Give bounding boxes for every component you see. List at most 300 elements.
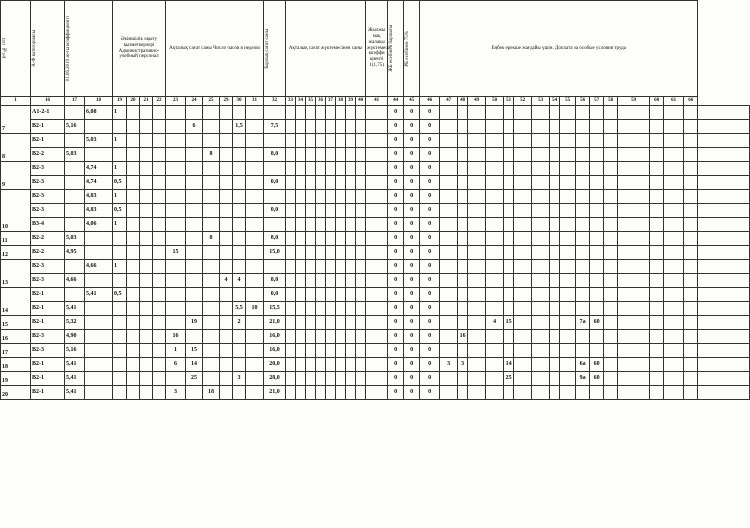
cell-_ [550, 190, 560, 204]
cell-z1: 0 [404, 386, 420, 400]
cell-g59: 6 [186, 120, 203, 134]
cell-c14 [458, 302, 468, 316]
cell-z2: 0 [420, 288, 440, 302]
cell-klp: 60 [590, 316, 604, 330]
cell-_ [684, 218, 698, 232]
cell-_ [127, 344, 140, 358]
cell-z1: 0 [404, 162, 420, 176]
cell-h1011 [246, 372, 264, 386]
table-row [1, 302, 750, 316]
cell-_ [356, 302, 366, 316]
cell-_ [514, 176, 532, 190]
cell-c14p [440, 106, 458, 120]
cell-ch59 [504, 218, 514, 232]
cell-_ [140, 120, 153, 134]
cell-_ [560, 204, 576, 218]
cell-z1: 0 [404, 134, 420, 148]
cell-_ [140, 372, 153, 386]
cell-klp [590, 274, 604, 288]
cell-z1: 0 [404, 246, 420, 260]
cell-ch59p [486, 246, 504, 260]
cell-_ [514, 204, 532, 218]
header-rn: р/с.№ п/п [1, 1, 31, 97]
cell-klp [590, 330, 604, 344]
cell-g14 [166, 302, 186, 316]
header-rb: РБ есебінен 75% [404, 1, 420, 97]
cell-shtat [113, 120, 127, 134]
cell-tot: 8,0 [264, 274, 286, 288]
cell-_ [286, 372, 296, 386]
cell-ch59p: 4 [486, 316, 504, 330]
cell-tot: 16,0 [264, 344, 286, 358]
cell-ch59 [504, 120, 514, 134]
cell-_ [127, 260, 140, 274]
cell-g1011: 8 [203, 148, 220, 162]
cell-_ [356, 386, 366, 400]
cell-shtat [113, 148, 127, 162]
cell-_ [336, 316, 346, 330]
cell-_ [336, 120, 346, 134]
cell-_ [550, 120, 560, 134]
cell-cat: В3-4 [31, 218, 65, 232]
cell-h14 [220, 372, 233, 386]
cell-klp [590, 302, 604, 316]
cell-_ [604, 358, 618, 372]
cell-_ [684, 316, 698, 330]
cell-_ [664, 106, 684, 120]
cell-z1: 0 [404, 344, 420, 358]
cell-_ [286, 302, 296, 316]
cell-z0: 0 [388, 302, 404, 316]
cell-z0: 0 [388, 372, 404, 386]
cell-h14: 4 [220, 274, 233, 288]
cell-h1011 [246, 162, 264, 176]
cell-_ [153, 218, 166, 232]
cell-_ [306, 302, 316, 316]
cell-z2: 0 [420, 302, 440, 316]
cell-_ [550, 344, 560, 358]
cell-_ [127, 358, 140, 372]
cell-_ [468, 344, 486, 358]
cell-klp [590, 106, 604, 120]
cell-_ [336, 274, 346, 288]
cell-g59 [186, 148, 203, 162]
cell-_ [286, 288, 296, 302]
cell-_ [346, 162, 356, 176]
cell-_ [346, 148, 356, 162]
cell-_ [127, 176, 140, 190]
cell-g14 [166, 316, 186, 330]
cell-_ [618, 148, 650, 162]
cell-_ [346, 106, 356, 120]
cell-admin: 4,83 [85, 204, 113, 218]
header-coef: 01.06.2019 ж-ғы коэффициенті [65, 1, 113, 97]
cell-_ [356, 106, 366, 120]
cell-g14 [166, 190, 186, 204]
table-row [1, 162, 750, 176]
cell-c14p: 3 [440, 358, 458, 372]
cell-_ [604, 218, 618, 232]
cell-_ [336, 106, 346, 120]
cell-_ [326, 358, 336, 372]
cell-z0: 0 [388, 246, 404, 260]
cell-kl [576, 302, 590, 316]
cell-z0: 0 [388, 162, 404, 176]
cell-_ [296, 330, 306, 344]
cell-admin: 4,66 [85, 260, 113, 274]
cell-mrg: 5,41 [65, 302, 85, 316]
cell-_ [366, 330, 388, 344]
cell-shtat [113, 386, 127, 400]
cell-_ [664, 288, 684, 302]
cell-_ [286, 330, 296, 344]
cell-_ [604, 204, 618, 218]
cell-h1011 [246, 260, 264, 274]
cell-admin [85, 386, 113, 400]
cell-_ [127, 288, 140, 302]
cell-shtat: 0,5 [113, 288, 127, 302]
cell-cat: В2-2 [31, 148, 65, 162]
cell-h1011 [246, 204, 264, 218]
cell-h59 [233, 106, 246, 120]
cell-tot [264, 218, 286, 232]
cell-_ [684, 134, 698, 148]
cell-_ [153, 358, 166, 372]
cell-z0: 0 [388, 176, 404, 190]
cell-g59 [186, 260, 203, 274]
cell-klp [590, 204, 604, 218]
cell-g14 [166, 106, 186, 120]
cell-z0: 0 [388, 344, 404, 358]
cell-tot: 15,0 [264, 246, 286, 260]
cell-_ [684, 330, 698, 344]
cell-mrg [65, 190, 85, 204]
cell-ch59p [486, 330, 504, 344]
cell-_ [153, 120, 166, 134]
cell-_ [336, 302, 346, 316]
table-row [1, 316, 750, 330]
cell-_ [550, 162, 560, 176]
cell-h1011: 10 [246, 302, 264, 316]
cell-_ [316, 260, 326, 274]
cell-_ [140, 106, 153, 120]
cell-_ [560, 246, 576, 260]
table-row [1, 246, 750, 260]
cell-_ [664, 344, 684, 358]
cell-ch59p [486, 134, 504, 148]
cell-_ [153, 204, 166, 218]
row-number: 17 [1, 344, 31, 358]
cell-g59 [186, 302, 203, 316]
cell-kl [576, 386, 590, 400]
cell-klp: 60 [590, 358, 604, 372]
cell-_ [560, 302, 576, 316]
cell-_ [316, 134, 326, 148]
cell-ch59 [504, 106, 514, 120]
cell-_ [532, 302, 550, 316]
cell-_ [306, 330, 316, 344]
cell-_ [356, 330, 366, 344]
cell-h1011 [246, 134, 264, 148]
cell-_ [336, 190, 346, 204]
cell-admin [85, 232, 113, 246]
cell-_ [698, 204, 750, 218]
cell-c14 [458, 260, 468, 274]
cell-_ [336, 386, 346, 400]
cell-kl: 9а [576, 372, 590, 386]
cell-z1: 0 [404, 232, 420, 246]
cell-_ [664, 176, 684, 190]
cell-c14 [458, 274, 468, 288]
cell-_ [326, 176, 336, 190]
cell-_ [346, 344, 356, 358]
cell-kl [576, 162, 590, 176]
cell-tot: 21,0 [264, 386, 286, 400]
cell-c14p [440, 302, 458, 316]
cell-_ [532, 162, 550, 176]
cell-g1011 [203, 316, 220, 330]
cell-_ [618, 176, 650, 190]
cell-_ [550, 148, 560, 162]
cell-_ [286, 204, 296, 218]
cell-_ [346, 386, 356, 400]
cell-ch59: 15 [504, 316, 514, 330]
cell-mrg [65, 260, 85, 274]
cell-_ [698, 358, 750, 372]
cell-_ [153, 106, 166, 120]
cell-admin: 6,08 [85, 106, 113, 120]
cell-g14 [166, 372, 186, 386]
cell-z2: 0 [420, 344, 440, 358]
cell-_ [127, 274, 140, 288]
cell-_ [140, 260, 153, 274]
cell-mrg [65, 106, 85, 120]
cell-_ [618, 372, 650, 386]
cell-tot: 0,0 [264, 288, 286, 302]
cell-h14 [220, 148, 233, 162]
cell-_ [346, 190, 356, 204]
cell-_ [698, 274, 750, 288]
cell-g59: 19 [186, 316, 203, 330]
cell-h59 [233, 260, 246, 274]
cell-z0: 0 [388, 274, 404, 288]
cell-g59 [186, 386, 203, 400]
cell-_ [650, 106, 664, 120]
cell-_ [550, 358, 560, 372]
cell-_ [296, 274, 306, 288]
cell-_ [560, 232, 576, 246]
cell-g59: 14 [186, 358, 203, 372]
cell-g1011 [203, 134, 220, 148]
cell-ch59 [504, 204, 514, 218]
cell-ch59 [504, 232, 514, 246]
cell-_ [664, 246, 684, 260]
cell-kl [576, 190, 590, 204]
cell-h59 [233, 358, 246, 372]
cell-_ [306, 120, 316, 134]
cell-_ [366, 386, 388, 400]
cell-_ [296, 148, 306, 162]
cell-ch59p [486, 120, 504, 134]
cell-klp [590, 260, 604, 274]
cell-h59 [233, 148, 246, 162]
cell-_ [286, 134, 296, 148]
cell-cat: В2-1 [31, 288, 65, 302]
cell-_ [664, 162, 684, 176]
cell-_ [550, 260, 560, 274]
cell-_ [684, 260, 698, 274]
cell-_ [468, 204, 486, 218]
cell-_ [336, 344, 346, 358]
cell-_ [604, 274, 618, 288]
cell-_ [306, 176, 316, 190]
cell-kl [576, 120, 590, 134]
cell-_ [664, 316, 684, 330]
cell-c14p [440, 120, 458, 134]
cell-tot [264, 106, 286, 120]
cell-g14: 3 [166, 386, 186, 400]
cell-z1: 0 [404, 316, 420, 330]
cell-g14 [166, 148, 186, 162]
cell-g1011 [203, 176, 220, 190]
cell-cat: В2-1 [31, 120, 65, 134]
cell-_ [296, 162, 306, 176]
cell-_ [468, 232, 486, 246]
cell-_ [532, 204, 550, 218]
cell-shtat: 1 [113, 218, 127, 232]
cell-h14 [220, 162, 233, 176]
cell-_ [346, 288, 356, 302]
cell-c14 [458, 162, 468, 176]
cell-_ [346, 316, 356, 330]
header-category: А-Ф категориясы [31, 1, 65, 97]
cell-_ [468, 316, 486, 330]
cell-mrg [65, 204, 85, 218]
cell-_ [316, 386, 326, 400]
cell-_ [650, 246, 664, 260]
cell-z1: 0 [404, 204, 420, 218]
row-number: 10 [1, 190, 31, 232]
cell-_ [650, 260, 664, 274]
cell-h14 [220, 246, 233, 260]
cell-_ [604, 148, 618, 162]
cell-_ [366, 274, 388, 288]
cell-h1011 [246, 106, 264, 120]
cell-z1: 0 [404, 358, 420, 372]
cell-c14 [458, 134, 468, 148]
cell-_ [650, 176, 664, 190]
cell-g59: 25 [186, 372, 203, 386]
cell-_ [514, 330, 532, 344]
cell-_ [326, 162, 336, 176]
table-row [1, 260, 750, 274]
cell-_ [684, 120, 698, 134]
cell-_ [153, 372, 166, 386]
cell-_ [698, 148, 750, 162]
cell-_ [366, 204, 388, 218]
cell-_ [664, 372, 684, 386]
cell-_ [550, 330, 560, 344]
cell-klp [590, 134, 604, 148]
cell-_ [560, 260, 576, 274]
row-number: 18 [1, 358, 31, 372]
cell-_ [618, 358, 650, 372]
cell-_ [346, 260, 356, 274]
cell-_ [140, 330, 153, 344]
cell-admin [85, 316, 113, 330]
cell-g59 [186, 246, 203, 260]
cell-_ [532, 134, 550, 148]
cell-_ [604, 372, 618, 386]
table-row [1, 358, 750, 372]
cell-_ [366, 120, 388, 134]
header-zb: ЖБ есебінен барлығы [388, 1, 404, 97]
cell-shtat [113, 330, 127, 344]
cell-_ [532, 176, 550, 190]
cell-_ [326, 288, 336, 302]
cell-_ [316, 204, 326, 218]
cell-_ [326, 274, 336, 288]
cell-h1011 [246, 218, 264, 232]
cell-h1011 [246, 120, 264, 134]
cell-admin [85, 358, 113, 372]
cell-admin [85, 330, 113, 344]
row-number: 9 [1, 162, 31, 190]
cell-tot: 0,0 [264, 204, 286, 218]
cell-_ [326, 106, 336, 120]
cell-_ [514, 288, 532, 302]
cell-tot: 28,0 [264, 372, 286, 386]
cell-_ [296, 204, 306, 218]
cell-tot [264, 134, 286, 148]
cell-_ [306, 218, 316, 232]
cell-_ [286, 148, 296, 162]
cell-z0: 0 [388, 134, 404, 148]
cell-mrg [65, 288, 85, 302]
cell-z2: 0 [420, 232, 440, 246]
cell-shtat [113, 358, 127, 372]
cell-cat: В2-3 [31, 190, 65, 204]
cell-admin [85, 344, 113, 358]
cell-ch59p [486, 260, 504, 274]
cell-_ [514, 302, 532, 316]
cell-h14 [220, 204, 233, 218]
cell-_ [532, 372, 550, 386]
header-special: Ақталық сағат жүктемесінен саны [286, 1, 366, 97]
cell-_ [684, 190, 698, 204]
cell-_ [650, 120, 664, 134]
cell-_ [514, 386, 532, 400]
cell-_ [468, 330, 486, 344]
cell-_ [560, 330, 576, 344]
cell-z0: 0 [388, 316, 404, 330]
cell-_ [650, 330, 664, 344]
cell-_ [356, 218, 366, 232]
cell-_ [127, 204, 140, 218]
cell-_ [316, 344, 326, 358]
cell-_ [650, 232, 664, 246]
cell-_ [326, 316, 336, 330]
cell-c14 [458, 386, 468, 400]
cell-_ [514, 162, 532, 176]
cell-g1011 [203, 106, 220, 120]
cell-cat: В2-1 [31, 386, 65, 400]
cell-_ [618, 386, 650, 400]
cell-_ [326, 120, 336, 134]
cell-_ [140, 358, 153, 372]
cell-kl: 7а [576, 316, 590, 330]
cell-_ [286, 358, 296, 372]
